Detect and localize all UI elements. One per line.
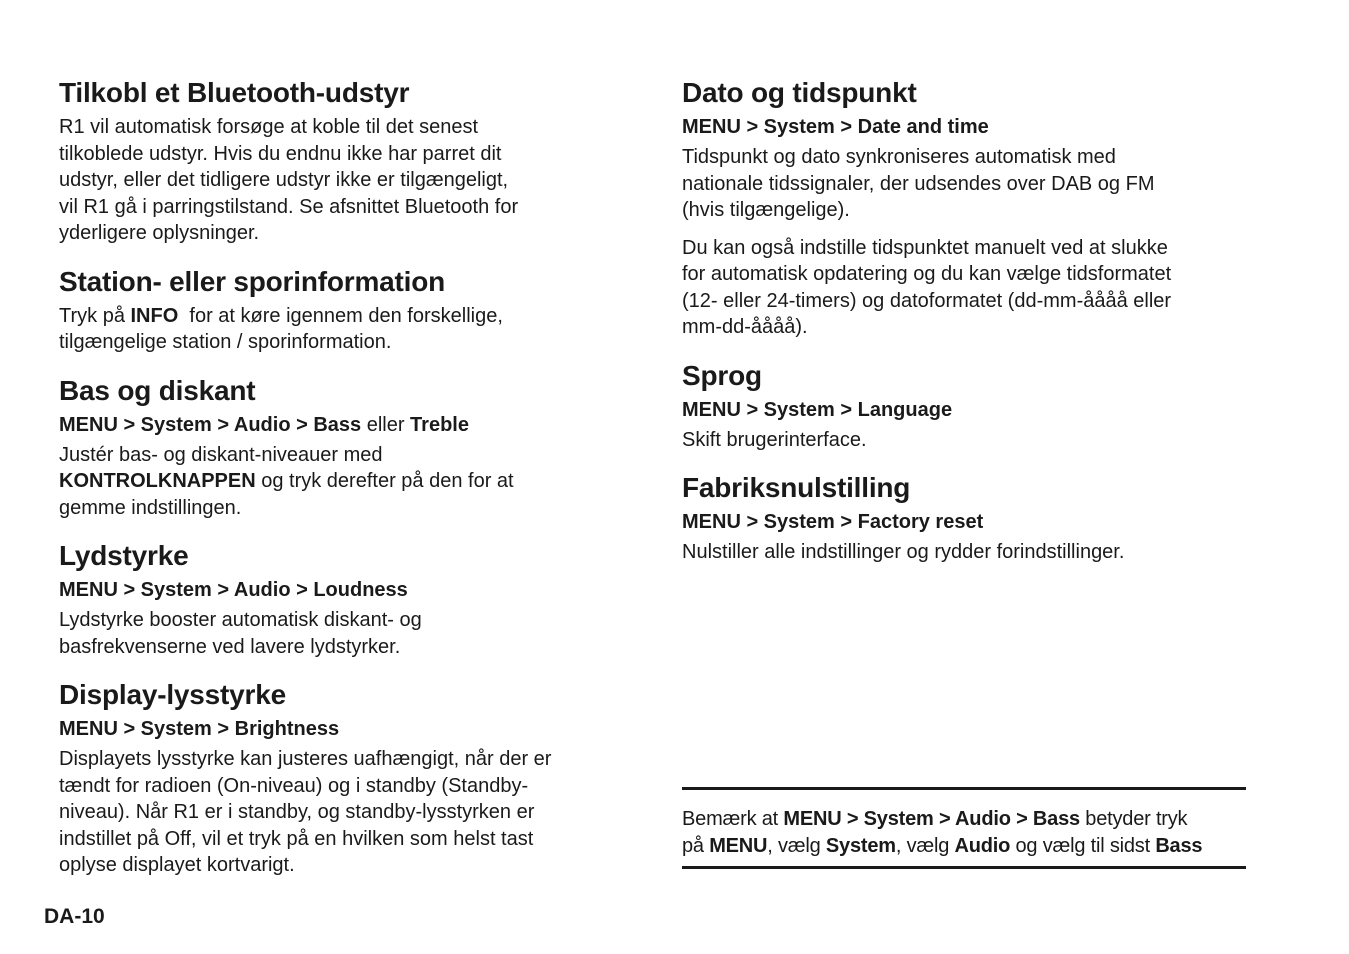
- section-brightness: [59, 678, 619, 879]
- text-station: Tryk på INFO for at køre igennem den forskellige, tilgængelige station / sporinformation.: [59, 304, 503, 353]
- section-station: [59, 265, 619, 356]
- heading-loudness: Lydstyrke: [59, 540, 189, 571]
- text-datetime-1: Tidspunkt og dato synkroniseres automatisk med nationale tidssignaler, der udsendes over DAB og FM (hvis tilgængelige).: [682, 146, 1155, 221]
- section-bluetooth: [59, 76, 619, 247]
- text-datetime-2: Du kan også indstille tidspunktet manuelt ved at slukke for automatisk opdatering og du kan vælge tidsformatet (12- eller 24-timers) og datoformatet (dd-mm-åååå eller mm-dd-åååå).: [682, 236, 1172, 338]
- section-bass: [59, 374, 619, 522]
- text-bass: Justér bas- og diskant-niveauer med KONTROLKNAPPEN og tryk derefter på den for at gemme indstillingen.: [59, 443, 514, 519]
- section-language: [682, 359, 1282, 454]
- menu-path-reset: MENU > System > Factory reset: [682, 511, 984, 533]
- heading-language: Sprog: [682, 359, 762, 391]
- heading-brightness: Display-lysstyrke: [59, 679, 286, 710]
- right-column: [682, 76, 1282, 584]
- heading-bass: Bas og diskant: [59, 374, 256, 406]
- section-loudness: [59, 539, 619, 660]
- menu-path-loudness: MENU > System > Audio > Loudness: [59, 579, 408, 601]
- text-reset: Nulstiller alle indstillinger og rydder forindstillinger.: [682, 541, 1125, 563]
- heading-bluetooth: Tilkobl et Bluetooth-udstyr: [59, 77, 410, 108]
- menu-path-language: MENU > System > Language: [682, 398, 953, 421]
- heading-reset: Fabriksnulstilling: [682, 472, 911, 503]
- text-loudness: Lydstyrke booster automatisk diskant- og basfrekvenserne ved lavere lydstyrker.: [59, 609, 422, 658]
- section-reset: [682, 471, 1282, 566]
- text-brightness: Displayets lysstyrke kan justeres uafhængigt, når der er tændt for radioen (On-niveau) og i standby (Standby- niveau). Når R1 er i standby, og standby-lysstyrken er indstillet på Off, vil et tryk på en hvilken som helst tast oplyse displayet kortvarigt.: [59, 748, 552, 876]
- section-datetime: [682, 76, 1282, 341]
- menu-path-brightness: MENU > System > Brightness: [59, 718, 340, 740]
- page-number: DA-10: [44, 905, 105, 928]
- note-box: [682, 787, 1246, 869]
- menu-path-datetime: MENU > System > Date and time: [682, 116, 989, 138]
- text-language: Skift brugerinterface.: [682, 428, 867, 451]
- note-text: Bemærk at MENU > System > Audio > Bass betyder tryk på MENU, vælg System, vælg Audio og vælg til sidst Bass: [682, 808, 1203, 857]
- text-bluetooth: R1 vil automatisk forsøge at koble til det senest tilkoblede udstyr. Hvis du endnu ikke har parret dit udstyr, eller det tidligere udstyr ikke er tilgængeligt, vil R1 gå i parringstilstand. Se afsnittet Bluetooth for yderligere oplysninger.: [59, 116, 519, 244]
- heading-datetime: Dato og tidspunkt: [682, 77, 917, 108]
- heading-station: Station- eller sporinformation: [59, 265, 446, 297]
- menu-path-bass: MENU > System > Audio > Bass eller Treble: [59, 413, 469, 436]
- left-column: [59, 76, 619, 897]
